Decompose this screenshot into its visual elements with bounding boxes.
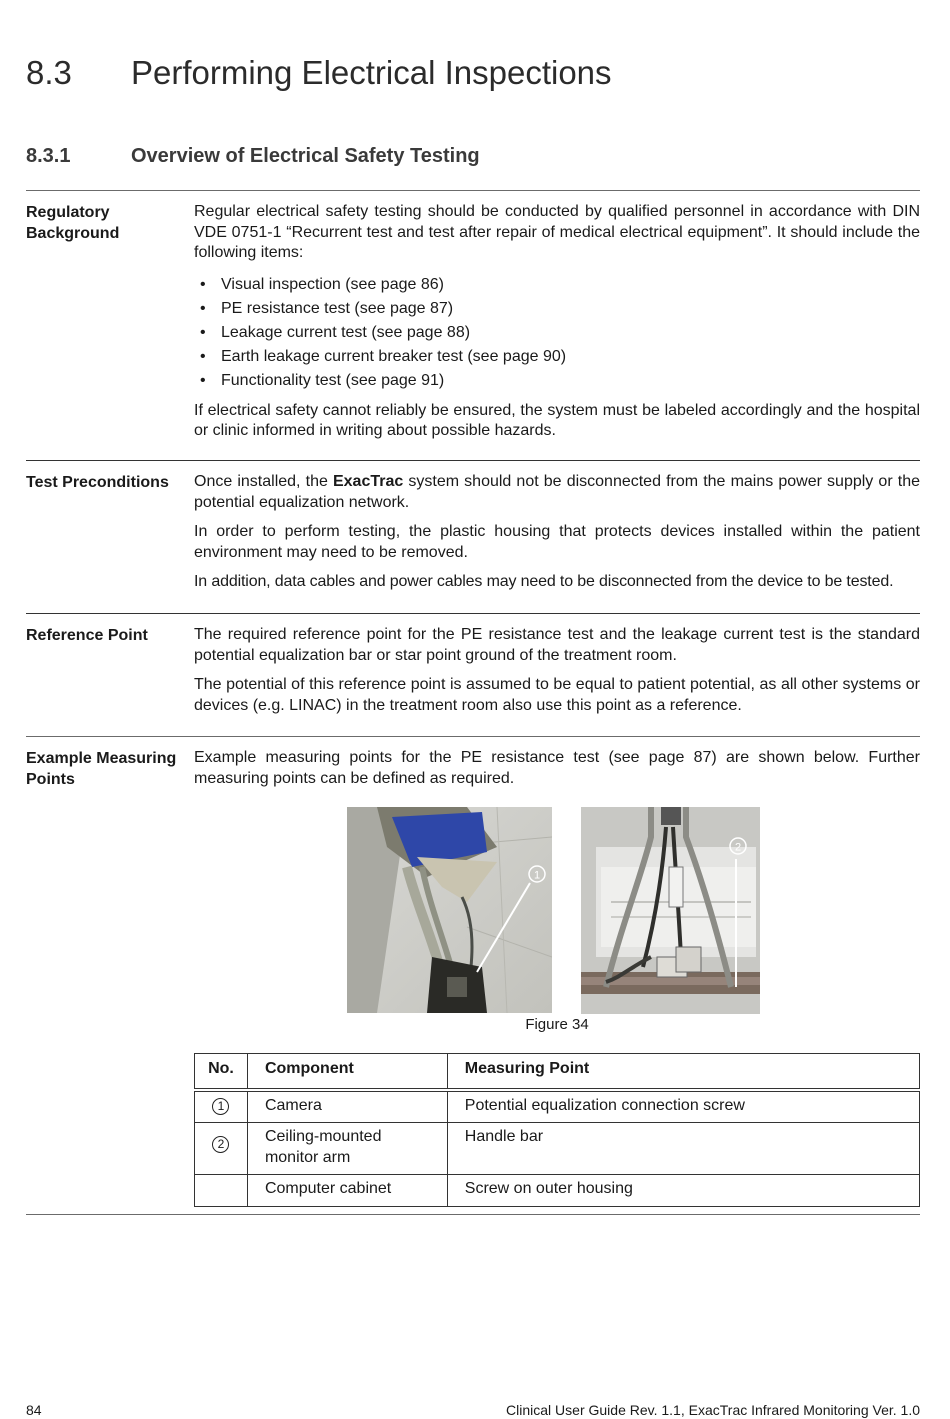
subsection-number: 8.3.1 [26,145,71,167]
divider [26,460,920,461]
list-item: • Functionality test (see page 91) [194,369,920,393]
component-cell: Ceiling-mounted monitor arm [247,1123,447,1175]
paragraph: Example measuring points for the PE resistance test (see page 87) are shown below. Further measuring points can be defined as required. [194,749,920,787]
component-cell: Camera [247,1090,447,1123]
callout-2: 2 [734,841,742,854]
preconditions-label: Test Preconditions [26,474,169,491]
measuring-body [194,748,920,798]
row-number-cell [195,1175,248,1207]
divider [26,190,920,191]
paragraph: In order to perform testing, the plastic housing that protects devices installed within the patient environment may need to be removed. [194,523,920,561]
label-line: Regulatory [26,204,110,221]
regulatory-body [194,202,920,451]
column-header: No. [195,1054,248,1090]
paragraph: The potential of this reference point is assumed to be equal to patient potential, as all other systems or devices (e.g. LINAC) in the treatment room also use this point as a reference. [194,676,920,714]
row-number-cell [195,1090,248,1123]
table-row [195,1090,920,1123]
monitor-arm-photo [581,807,760,1014]
paragraph [194,472,920,513]
section-number: 8.3 [26,54,72,91]
list-item: • Visual inspection (see page 86) [194,273,920,297]
table-row [195,1175,920,1207]
monitor-arm-photo-drawing [581,807,760,1014]
paragraph: In addition, data cables and power cables may need to be disconnected from the device to be tested. [194,573,894,590]
page-number: 84 [26,1402,42,1418]
column-header: Component [247,1054,447,1090]
paragraph: If electrical safety cannot reliably be ensured, the system must be labeled accordingly and the hospital or clinic informed in writing about possible hazards. [194,401,920,439]
subsection-heading [26,145,480,168]
measuring-point-cell: Handle bar [447,1123,919,1175]
table-header-row [195,1054,920,1090]
divider [26,613,920,614]
preconditions-body [194,472,920,602]
reference-body [194,625,920,725]
measuring-point-cell: Potential equalization connection screw [447,1090,919,1123]
paragraph: Regular electrical safety testing should be conducted by qualified personnel in accordance with DIN VDE 0751-1 “Recurrent test and test after repair of medical electrical equipment”. It should include the following items: [194,203,920,261]
list-item: • Leakage current test (see page 88) [194,321,920,345]
list-item: • Earth leakage current breaker test (see page 90) [194,345,920,369]
text-run: system should not be disconnected from the mains power supply or the potential equalization network. [194,473,921,511]
camera-photo-drawing [347,807,552,1013]
callout-1: 1 [533,869,541,882]
label-line: Background [26,225,120,242]
row-number-cell [195,1123,248,1175]
component-cell: Computer cabinet [247,1175,447,1207]
section-title: Performing Electrical Inspections [131,54,612,91]
measuring-label [26,748,191,790]
document-title: Clinical User Guide Rev. 1.1, ExacTrac Infrared Monitoring Ver. 1.0 [506,1402,920,1418]
measuring-point-cell: Screw on outer housing [447,1175,919,1207]
section-heading [26,54,612,92]
row-number: 1 [212,1098,229,1115]
list-item: • PE resistance test (see page 87) [194,297,920,321]
reference-label: Reference Point [26,627,148,644]
camera-photo [347,807,552,1013]
product-name: ExacTrac [332,473,404,490]
subsection-title: Overview of Electrical Safety Testing [131,145,480,167]
column-header: Measuring Point [447,1054,919,1090]
measuring-points-table [194,1053,920,1207]
table-row [195,1123,920,1175]
divider [26,736,920,737]
label-line: Example Measuring [26,750,177,767]
text-run: Once installed, the [194,473,333,490]
row-number: 2 [212,1136,229,1153]
figure-caption: Figure 34 [525,1016,589,1033]
regulatory-label [26,202,191,244]
divider [26,1214,920,1215]
label-line: Points [26,771,75,788]
paragraph: The required reference point for the PE resistance test and the leakage current test is the standard potential equalization bar or star point ground of the treatment room. [194,626,920,664]
inspection-list [194,273,920,393]
